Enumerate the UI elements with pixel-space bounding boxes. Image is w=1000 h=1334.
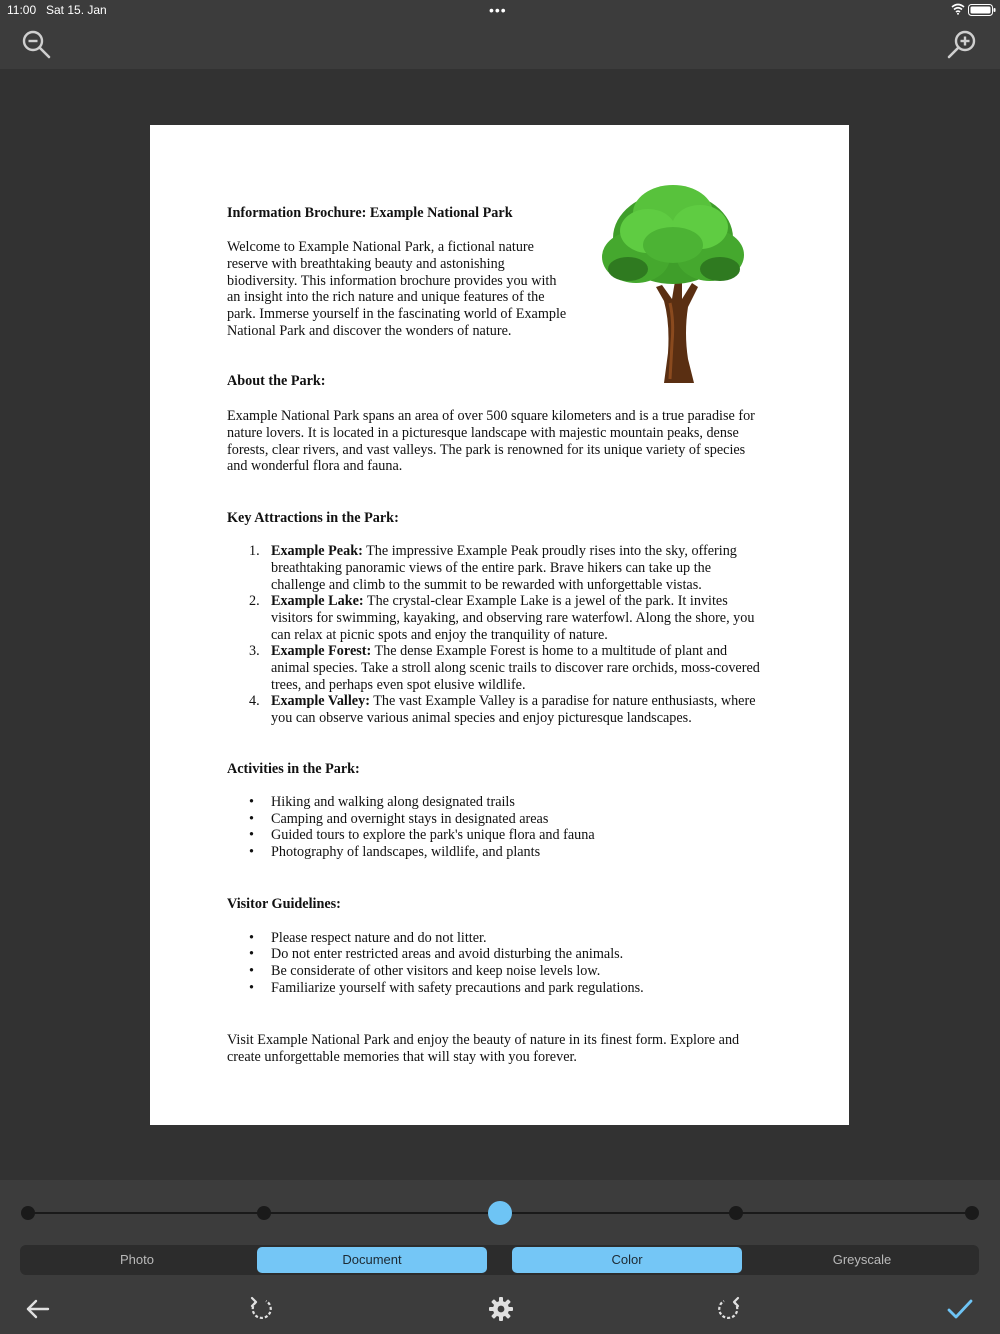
text-line: The vast Example Valley is a paradise for nature enthusiasts, where xyxy=(369,693,756,709)
activity-item: Guided tours to explore the park's unique flora and fauna xyxy=(271,827,595,843)
text-line: Visit Example National Park and enjoy the beauty of nature in its finest form. Explore and xyxy=(227,1032,740,1048)
activity-item: Camping and overnight stays in designated areas xyxy=(271,811,549,827)
text-line: and wonderful flora and fauna. xyxy=(227,458,403,475)
slider-stop[interactable] xyxy=(729,1206,743,1220)
list-number: 1. xyxy=(249,543,260,559)
bullet: • xyxy=(249,946,254,962)
text-line: you can observe various animal species and enjoy picturesque landscapes. xyxy=(271,709,692,726)
checkmark-icon[interactable] xyxy=(946,1295,974,1323)
attraction-name: Example Peak: xyxy=(271,543,363,559)
rotate-left-icon[interactable] xyxy=(247,1295,275,1323)
text-line: biodiversity. This information brochure provides you with xyxy=(227,272,557,289)
bullet: • xyxy=(249,844,254,860)
battery-icon xyxy=(968,4,996,16)
slider-stop[interactable] xyxy=(257,1206,271,1220)
guideline-item: Be considerate of other visitors and keep noise levels low. xyxy=(271,963,601,979)
attraction-item xyxy=(271,593,771,643)
activity-item: Photography of landscapes, wildlife, and plants xyxy=(271,844,541,860)
zoom-in-icon[interactable] xyxy=(946,28,978,60)
bullet: • xyxy=(249,811,254,827)
guidelines-heading: Visitor Guidelines: xyxy=(227,896,341,912)
attraction-name: Example Lake: xyxy=(271,593,364,609)
filter-photo[interactable]: Photo xyxy=(120,1252,154,1267)
text-line: Example National Park spans an area of over 500 square kilometers and is a true paradise for xyxy=(227,408,755,424)
attraction-item xyxy=(271,643,771,693)
zoom-out-icon[interactable] xyxy=(20,28,52,60)
text-line: The impressive Example Peak proudly rises into the sky, offering xyxy=(362,543,737,559)
status-time: 11:00 xyxy=(7,3,37,17)
filter-greyscale[interactable]: Greyscale xyxy=(832,1252,892,1267)
text-line: trees, and perhaps even spot elusive wildlife. xyxy=(271,676,526,693)
closing-paragraph xyxy=(227,1032,787,1066)
attraction-item xyxy=(271,693,771,727)
text-line: park. Immerse yourself in the fascinating world of Example xyxy=(227,306,567,323)
text-line: The crystal-clear Example Lake is a jewel of the park. It invites xyxy=(363,593,728,609)
slider-stop[interactable] xyxy=(21,1206,35,1220)
text-line: challenge and climb to the summit to be rewarded with unforgettable vistas. xyxy=(271,576,702,593)
list-number: 3. xyxy=(249,643,260,659)
text-line: The dense Example Forest is home to a multitude of plant and xyxy=(371,643,728,659)
text-line: nature lovers. It is located in a picturesque landscape with majestic mountain peaks, dense xyxy=(227,424,739,441)
text-line: animal species. Take a stroll along scenic trails to discover rare orchids, moss-covered xyxy=(271,659,760,676)
filter-segmented-control xyxy=(20,1245,979,1275)
text-line: an insight into the rich nature and unique features of the xyxy=(227,289,545,306)
wifi-icon xyxy=(951,3,965,15)
multitasking-dots[interactable]: ••• xyxy=(489,2,507,18)
guideline-item: Do not enter restricted areas and avoid disturbing the animals. xyxy=(271,946,624,962)
about-paragraph xyxy=(227,408,787,475)
guideline-item: Familiarize yourself with safety precautions and park regulations. xyxy=(271,980,644,996)
text-line: reserve with breathtaking beauty and astonishing xyxy=(227,255,505,272)
attractions-heading: Key Attractions in the Park: xyxy=(227,510,399,526)
arrow-left-icon[interactable] xyxy=(24,1295,52,1323)
activity-item: Hiking and walking along designated trails xyxy=(271,794,515,810)
slider-stop[interactable] xyxy=(965,1206,979,1220)
attraction-item xyxy=(271,543,771,593)
bullet: • xyxy=(249,980,254,996)
gear-icon[interactable] xyxy=(487,1295,515,1323)
about-heading: About the Park: xyxy=(227,373,326,389)
slider-knob[interactable] xyxy=(488,1201,512,1225)
list-number: 4. xyxy=(249,693,260,709)
bullet: • xyxy=(249,827,254,843)
text-line: can relax at picnic spots and enjoy the tranquility of nature. xyxy=(271,626,608,643)
text-line: create unforgettable memories that will stay with you forever. xyxy=(227,1048,577,1065)
filter-document[interactable]: Document xyxy=(257,1247,487,1273)
guideline-item: Please respect nature and do not litter. xyxy=(271,930,487,946)
text-line: Welcome to Example National Park, a fictional nature xyxy=(227,239,534,255)
text-line: visitors for swimming, kayaking, and observing rare waterfowl. Along the shore, you xyxy=(271,609,755,626)
status-date: Sat 15. Jan xyxy=(46,3,107,17)
tree-illustration xyxy=(598,183,748,383)
rotate-right-icon[interactable] xyxy=(715,1295,743,1323)
document-title: Information Brochure: Example National Park xyxy=(227,205,513,221)
status-bar xyxy=(0,0,1000,20)
bottom-panel xyxy=(0,1180,1000,1334)
filter-color[interactable]: Color xyxy=(512,1247,742,1273)
bullet: • xyxy=(249,930,254,946)
activities-heading: Activities in the Park: xyxy=(227,761,360,777)
attraction-name: Example Forest: xyxy=(271,643,372,659)
text-line: forests, clear rivers, and vast valleys. The park is renowned for its unique variety of species xyxy=(227,441,746,458)
list-number: 2. xyxy=(249,593,260,609)
document-page xyxy=(150,125,849,1125)
bullet: • xyxy=(249,963,254,979)
top-bar xyxy=(0,20,1000,69)
text-line: breathtaking panoramic views of the entire park. Brave hikers can take up the xyxy=(271,559,712,576)
bullet: • xyxy=(249,794,254,810)
text-line: National Park and discover the wonders of nature. xyxy=(227,322,512,339)
attraction-name: Example Valley: xyxy=(271,693,370,709)
